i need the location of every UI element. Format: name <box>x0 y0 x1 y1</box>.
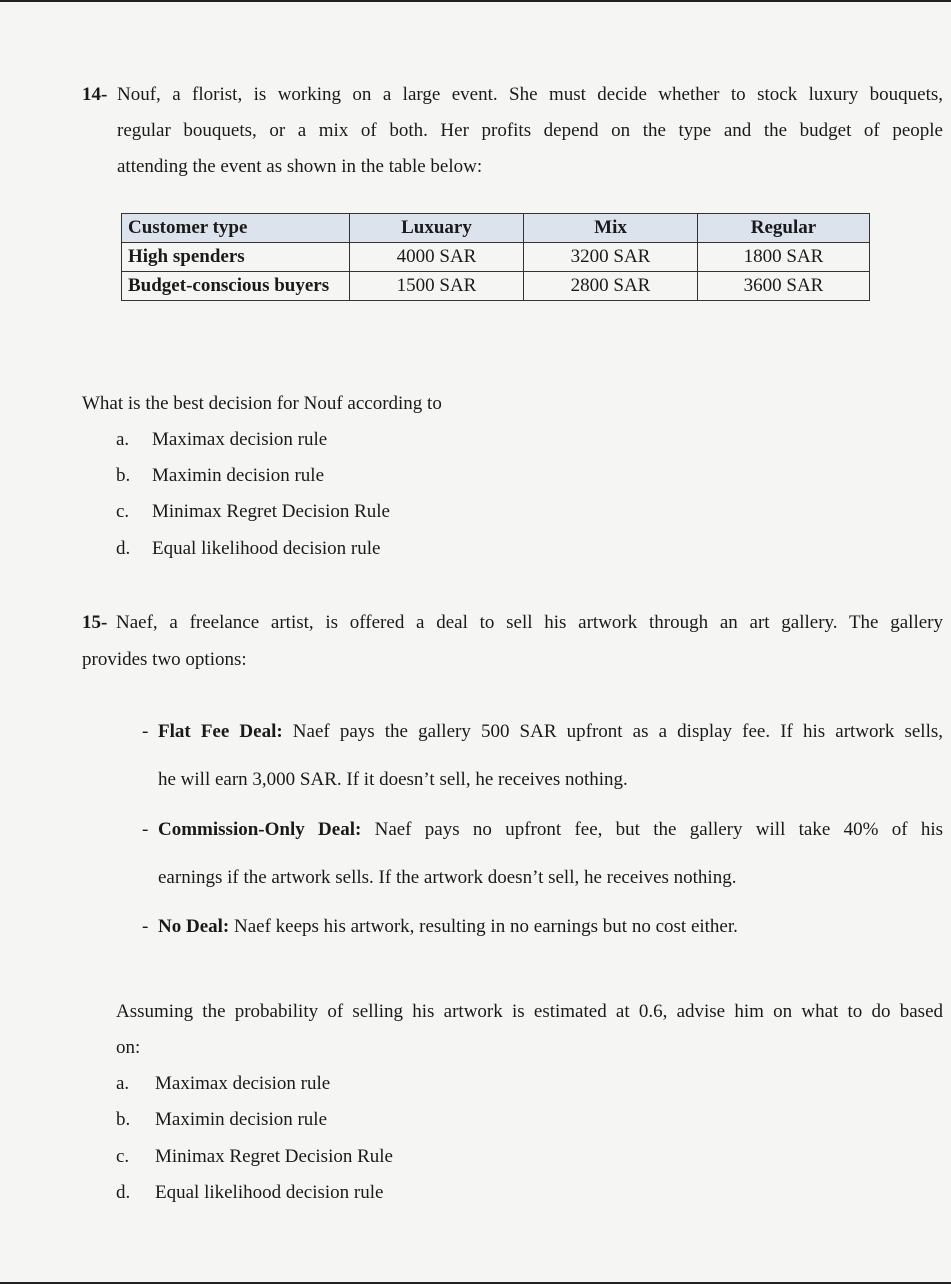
deal-flat-fee-line-1: Flat Fee Deal: Naef pays the gallery 500 SAR upfront as a display fee. If his artwork sells, <box>158 721 943 742</box>
q14-option-a-letter: a. <box>116 429 130 450</box>
q15-option-c-text: Minimax Regret Decision Rule <box>155 1146 393 1167</box>
q15-option-a-text: Maximax decision rule <box>155 1073 331 1094</box>
q15-option-b-text: Maximin decision rule <box>155 1109 328 1130</box>
table-row <box>122 243 870 272</box>
deal-no-deal-dash: - <box>142 916 149 937</box>
q15-option-d-text: Equal likelihood decision rule <box>155 1182 384 1203</box>
q15-option-a-letter: a. <box>116 1073 130 1094</box>
q14-line-2: regular bouquets, or a mix of both. Her profits depend on the type and the budget of people <box>117 120 943 141</box>
q14-option-a-text: Maximax decision rule <box>152 429 328 450</box>
profit-table <box>121 213 870 301</box>
q14-option-d-letter: d. <box>116 538 131 559</box>
cell-luxury: 4000 SAR <box>350 243 524 272</box>
q14-option-c-text: Minimax Regret Decision Rule <box>152 501 390 522</box>
q15-option-c-letter: c. <box>116 1146 130 1167</box>
q14-option-b-text: Maximin decision rule <box>152 465 325 486</box>
q15-question-line-2: on: <box>116 1037 141 1058</box>
deal-commission-line-2: earnings if the artwork sells. If the artwork doesn’t sell, he receives nothing. <box>158 867 737 888</box>
q14-option-d-text: Equal likelihood decision rule <box>152 538 381 559</box>
cell-mix: 2800 SAR <box>524 272 698 301</box>
header-mix: Mix <box>524 214 698 243</box>
table-header-row <box>122 214 870 243</box>
header-luxury: Luxuary <box>350 214 524 243</box>
row-customer-type: High spenders <box>122 243 350 272</box>
q15-line-1: Naef, a freelance artist, is offered a deal to sell his artwork through an art gallery. The gallery <box>116 612 943 633</box>
q14-option-b-letter: b. <box>116 465 131 486</box>
cell-regular: 3600 SAR <box>698 272 870 301</box>
q15-number: 15- <box>82 612 108 633</box>
q14-question: What is the best decision for Nouf according to <box>82 393 442 414</box>
row-customer-type: Budget-conscious buyers <box>122 272 350 301</box>
deal-flat-fee-dash: - <box>142 721 149 742</box>
q14-line-1: Nouf, a florist, is working on a large event. She must decide whether to stock luxury bouquets, <box>117 84 943 105</box>
q14-option-c-letter: c. <box>116 501 130 522</box>
deal-commission-line-1: Commission-Only Deal: Naef pays no upfront fee, but the gallery will take 40% of his <box>158 819 944 840</box>
cell-mix: 3200 SAR <box>524 243 698 272</box>
deal-commission-dash: - <box>142 819 149 840</box>
cell-regular: 1800 SAR <box>698 243 870 272</box>
cell-luxury: 1500 SAR <box>350 272 524 301</box>
table-row <box>122 272 870 301</box>
deal-no-deal-line-1: No Deal: Naef keeps his artwork, resulting in no earnings but no cost either. <box>158 916 738 937</box>
page-top-border <box>0 0 951 2</box>
header-regular: Regular <box>698 214 870 243</box>
q15-line-2: provides two options: <box>82 649 247 670</box>
q15-option-d-letter: d. <box>116 1182 131 1203</box>
q15-question-line-1: Assuming the probability of selling his artwork is estimated at 0.6, advise him on what to do based <box>116 1001 943 1022</box>
q14-line-3: attending the event as shown in the table below: <box>117 156 483 177</box>
header-customer-type: Customer type <box>122 214 350 243</box>
q14-number: 14- <box>82 84 108 105</box>
deal-flat-fee-line-2: he will earn 3,000 SAR. If it doesn’t sell, he receives nothing. <box>158 769 628 790</box>
q15-option-b-letter: b. <box>116 1109 131 1130</box>
